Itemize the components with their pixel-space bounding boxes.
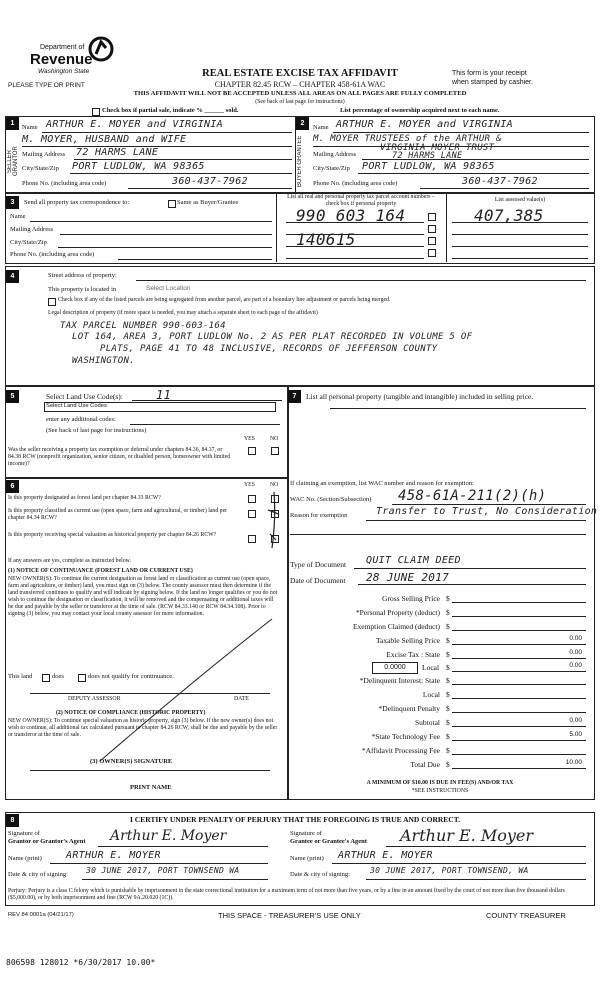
legal-line-1[interactable]: TAX PARCEL NUMBER 990-603-164 bbox=[60, 321, 226, 331]
exemption-claimed-label: Exemption Claimed (deduct) bbox=[352, 622, 440, 631]
forest-yes-checkbox[interactable] bbox=[248, 495, 256, 503]
land-use-see-back: (See back of last page for instructions) bbox=[46, 427, 147, 434]
seller-phone-field[interactable]: 360-437-7962 bbox=[172, 176, 248, 187]
does-checkbox[interactable] bbox=[42, 674, 50, 682]
location-select[interactable]: Select Location bbox=[146, 285, 191, 292]
buyer-phone-field[interactable]: 360-437-7962 bbox=[462, 176, 538, 187]
exemption-yes-checkbox[interactable] bbox=[248, 447, 256, 455]
q-no-header: NO bbox=[270, 436, 279, 442]
wac-label: WAC No. (Section/Subsection) bbox=[290, 496, 372, 503]
does-not-label: does not qualify for continuance. bbox=[88, 673, 174, 680]
grantee-date-label: Date & city of signing: bbox=[290, 871, 350, 878]
dept-line3: Washington State bbox=[38, 68, 90, 75]
local-label: Local bbox=[422, 663, 440, 672]
doc-type-field[interactable]: QUIT CLAIM DEED bbox=[366, 555, 461, 566]
cashier-stamp: 806598 128012 *6/30/2017 10.00* bbox=[6, 958, 156, 967]
parcel2-personal-checkbox[interactable] bbox=[428, 225, 436, 233]
local2-label: Local bbox=[422, 690, 440, 699]
partial-sale-label: Check box if partial sale, indicate % ______ sold. bbox=[102, 107, 239, 114]
seller-name-field[interactable]: ARTHUR E. MOYER and VIRGINIA bbox=[46, 119, 223, 130]
excise-state-value[interactable]: 0.00 bbox=[569, 649, 582, 656]
seller-phone-label: Phone No. (including area code) bbox=[22, 180, 107, 187]
buyer-side-label: BUYER GRANTEE bbox=[297, 135, 303, 187]
same-as-buyer-label: Same as Buyer/Grantee bbox=[177, 199, 239, 206]
dept-line2: Revenue bbox=[30, 51, 93, 68]
this-land-label: This land bbox=[8, 673, 33, 680]
form-warning: THIS AFFIDAVIT WILL NOT BE ACCEPTED UNLESS ALL AREAS ON ALL PAGES ARE FULLY COMPLETED bbox=[133, 90, 467, 97]
excise-state-dollar: $ bbox=[446, 650, 450, 659]
buyer-name-field-3[interactable]: VIRGINIA MOYER TRUST bbox=[380, 143, 495, 153]
buyer-city-label: City/State/Zip bbox=[313, 165, 350, 172]
grantor-name-field[interactable]: ARTHUR E. MOYER bbox=[66, 850, 161, 861]
legal-label: Legal description of property (if more space is needed, you may attach a separate sheet to each page of the affidavit) bbox=[48, 310, 318, 316]
section-7-number: 7 bbox=[288, 390, 301, 403]
grantor-name-label: Name (print) bbox=[8, 855, 42, 862]
owner-signature-field[interactable] bbox=[30, 770, 270, 771]
taxable-label: Taxable Selling Price bbox=[375, 636, 440, 645]
seller-name-label: Name bbox=[22, 124, 38, 131]
minimum-due-note: A MINIMUM OF $10.00 IS DUE IN FEE(S) AND/OR TAX bbox=[366, 780, 514, 786]
strike-through-mark-icon bbox=[80, 615, 280, 765]
total-value[interactable]: 10.00 bbox=[565, 759, 582, 766]
land-use-value[interactable]: 11 bbox=[156, 388, 172, 402]
corr-phone-field[interactable] bbox=[118, 259, 272, 260]
grantor-date-label: Date & city of signing: bbox=[8, 871, 68, 878]
section-4-number: 4 bbox=[6, 270, 19, 283]
exemption-no-checkbox[interactable] bbox=[271, 447, 279, 455]
exemption-claimed-field[interactable] bbox=[452, 630, 586, 631]
grantee-name-field[interactable]: ARTHUR E. MOYER bbox=[338, 850, 433, 861]
corr-phone-label: Phone No. (including area code) bbox=[10, 251, 95, 258]
seller-city-field[interactable]: PORT LUDLOW, WA 98365 bbox=[72, 161, 205, 172]
exemption-claimed-dollar: $ bbox=[446, 622, 450, 631]
parcel3-personal-checkbox[interactable] bbox=[428, 237, 436, 245]
notice1-title: (1) NOTICE OF CONTINUANCE (FOREST LAND OR CURRENT USE) bbox=[8, 568, 193, 574]
parcels-header: List all real and personal property tax parcel account numbers – check box if personal property bbox=[287, 194, 435, 207]
taxable-value[interactable]: 0.00 bbox=[569, 635, 582, 642]
section-8-number: 8 bbox=[6, 814, 19, 827]
grantee-date-field[interactable]: 30 JUNE 2017, PORT TOWNSEND, WA bbox=[370, 866, 529, 875]
local-rate-field[interactable]: 0.0000 bbox=[372, 662, 418, 674]
section-6-number: 6 bbox=[6, 480, 19, 493]
reason-extra-line[interactable] bbox=[290, 534, 586, 535]
delinquent-pen-label: *Delinquent Penalty bbox=[378, 704, 440, 713]
print-note: PLEASE TYPE OR PRINT bbox=[8, 82, 85, 89]
notice2-title: (2) NOTICE OF COMPLIANCE (HISTORIC PROPERTY) bbox=[56, 710, 206, 716]
segregated-label: Check box if any of the listed parcels are being segregated from another parcel, are part of a boundary line adjustment or parcels being merged. bbox=[58, 297, 391, 303]
land-use-label: Select Land Use Code(s): bbox=[46, 392, 123, 401]
deputy-assessor-label: DEPUTY ASSESSOR bbox=[68, 696, 121, 702]
revenue-logo bbox=[28, 36, 118, 76]
s6-yes-header: YES bbox=[244, 482, 255, 488]
gross-field[interactable] bbox=[452, 602, 586, 603]
subtotal-value[interactable]: 0.00 bbox=[569, 717, 582, 724]
notice2-text: NEW OWNER(S): To continue special valuation as historic property, sign (3) below. If the new owner(s) does not wish to continue, all additional tax calculated pursuant to chapter 84.26 RCW, shall be due and payable by the seller or transferor at the time of sale. bbox=[8, 718, 278, 738]
buyer-name-field-2[interactable]: M. MOYER TRUSTEES of the ARTHUR & bbox=[313, 134, 502, 144]
corr-city-label: City/State/Zip bbox=[10, 239, 47, 246]
see-instructions-note: *SEE INSTRUCTIONS bbox=[411, 788, 469, 794]
deputy-date-label: DATE bbox=[234, 696, 249, 702]
forest-question: Is this property designated as forest land per chapter 84.33 RCW? bbox=[8, 495, 161, 501]
historic-yes-checkbox[interactable] bbox=[248, 535, 256, 543]
buyer-name-field[interactable]: ARTHUR E. MOYER and VIRGINIA bbox=[336, 119, 513, 130]
doc-type-label: Type of Document bbox=[290, 560, 347, 569]
reason-label: Reason for exemption bbox=[290, 512, 348, 519]
current-use-question: Is this property classified as current use (open space, farm and agricultural, or timber) land per chapter 84.34 RCW? bbox=[8, 508, 228, 521]
assessed-header: List assessed value(s) bbox=[494, 197, 546, 203]
additional-codes-label: enter any additional codes: bbox=[46, 416, 116, 423]
additional-codes-field[interactable] bbox=[130, 424, 280, 425]
any-yes-note: If any answers are yes, complete as instructed below. bbox=[8, 558, 131, 564]
tech-fee-dollar: $ bbox=[446, 732, 450, 741]
s6-no-header: NO bbox=[270, 482, 279, 488]
local-dollar: $ bbox=[446, 663, 450, 672]
rev-form-number: REV 84 0001a (04/21/17) bbox=[8, 912, 74, 918]
delinquent-pen-field[interactable] bbox=[452, 712, 586, 713]
taxable-dollar: $ bbox=[446, 636, 450, 645]
q-yes-header: YES bbox=[244, 436, 255, 442]
buyer-address-field[interactable]: 72 HARMS LANE bbox=[392, 151, 463, 161]
ownership-note: List percentage of ownership acquired next to each name. bbox=[340, 107, 500, 114]
affidavit-fee-dollar: $ bbox=[446, 746, 450, 755]
legal-line-4[interactable]: WASHINGTON. bbox=[72, 356, 135, 366]
grantor-date-field[interactable]: 30 JUNE 2017, PORT TOWNSEND WA bbox=[86, 866, 240, 875]
segregated-checkbox[interactable] bbox=[48, 298, 56, 306]
wac-field[interactable]: 458-61A-211(2)(h) bbox=[398, 488, 547, 504]
grantor-sig-label-1: Signature of bbox=[8, 830, 40, 837]
parcel1-field[interactable]: 990 603 164 bbox=[296, 206, 406, 225]
doc-date-field[interactable]: 28 JUNE 2017 bbox=[366, 571, 450, 584]
subtotal-dollar: $ bbox=[446, 718, 450, 727]
exemption-question: Was the seller receiving a property tax exemption or deferral under chapters 84.36, 84.37, or 84.38 RCW (nonprofit organization, senior citizen, or disabled person, homeowner with limited income)? bbox=[8, 447, 231, 467]
parcel2-field[interactable]: 140615 bbox=[296, 230, 356, 249]
delinquent-int-field[interactable] bbox=[452, 684, 586, 685]
seller-name-field-2[interactable]: M. MOYER, HUSBAND and WIFE bbox=[22, 134, 187, 145]
corr-name-field[interactable] bbox=[30, 221, 272, 222]
notice1-text: NEW OWNER(S): To continue the current designation as forest land or classification as current use (open space, farm and agriculture, or timber) land, you must sign on (3) below. The county assessor must then determine if the land transferred continues to qualify and will indicate by signing below. If the land no longer qualifies or you do not wish to continue the designation or classification, it will be removed and the compensating or additional taxes will be due and payable by the seller or transferor at the time of sale. (RCW 84.33.140 or RCW 84.34.108). Prior to signing (3) below, you may contact your local county assessor for more information. bbox=[8, 576, 278, 617]
total-dollar: $ bbox=[446, 760, 450, 769]
receipt-line2: when stamped by cashier. bbox=[452, 79, 533, 86]
personal-label: *Personal Property (deduct) bbox=[355, 608, 440, 617]
buyer-name-label: Name bbox=[313, 124, 329, 131]
dept-line1: Department of bbox=[40, 44, 85, 51]
seller-side-label: SELLER GRANTOR bbox=[7, 146, 19, 176]
reason-field[interactable]: Transfer to Trust, No Consideration bbox=[376, 506, 598, 517]
corr-name-label: Name bbox=[10, 213, 26, 220]
owner-signature-label: (3) OWNER(S) SIGNATURE bbox=[90, 758, 173, 765]
section-1-number: 1 bbox=[6, 117, 19, 130]
correspondence-label: Send all property tax correspondence to: bbox=[24, 199, 130, 206]
treasurer-space-label: THIS SPACE - TREASURER'S USE ONLY bbox=[218, 911, 361, 920]
county-treasurer-label: COUNTY TREASURER bbox=[486, 911, 566, 920]
grantor-signature[interactable]: Arthur E. Moyer bbox=[110, 828, 227, 844]
perjury-note: Perjury: Perjury is a class C felony which is punishable by imprisonment in the state correctional institution for a maximum term of not more than five years, or by a fine in an amount fixed by the court of not more than five thousand dollars ($5,000.00), or by both imprisonment and fine (RCW 9A.20.020 (1C)). bbox=[8, 888, 565, 901]
corr-city-field[interactable] bbox=[58, 247, 272, 248]
location-label: This property is located in bbox=[48, 286, 117, 293]
section-3-number: 3 bbox=[6, 196, 19, 209]
personal-property-label: List all personal property (tangible and intangible) included in selling price. bbox=[306, 392, 534, 401]
local2-field[interactable] bbox=[452, 698, 586, 699]
assessed1-field[interactable]: 407,385 bbox=[474, 206, 544, 225]
delinquent-int-label: *Delinquent Interest: State bbox=[359, 676, 440, 685]
partial-sale-checkbox[interactable] bbox=[92, 108, 100, 116]
seller-city-label: City/State/Zip bbox=[22, 165, 59, 172]
doc-date-label: Date of Document bbox=[290, 576, 346, 585]
gross-dollar: $ bbox=[446, 594, 450, 603]
personal-field[interactable] bbox=[452, 616, 586, 617]
buyer-phone-label: Phone No. (including area code) bbox=[313, 180, 398, 187]
affidavit-fee-label: *Affidavit Processing Fee bbox=[361, 746, 440, 755]
claim-exemption-label: If claiming an exemption, list WAC number and reason for exemption: bbox=[290, 480, 474, 487]
street-field[interactable] bbox=[136, 280, 586, 281]
local2-dollar: $ bbox=[446, 690, 450, 699]
gross-label: Gross Selling Price bbox=[382, 594, 440, 603]
personal-property-field[interactable] bbox=[330, 408, 586, 409]
historic-question: Is this property receiving special valuation as historical property per chapter 84.26 RCW? bbox=[8, 532, 217, 538]
parcel4-personal-checkbox[interactable] bbox=[428, 249, 436, 257]
grantee-signature[interactable]: Arthur E. Moyer bbox=[400, 826, 533, 845]
section-5-number: 5 bbox=[6, 390, 19, 403]
current-use-yes-checkbox[interactable] bbox=[248, 510, 256, 518]
see-instructions: (See back of last page for instructions) bbox=[255, 99, 345, 105]
form-chapter: CHAPTER 82.45 RCW – CHAPTER 458-61A WAC bbox=[214, 80, 386, 89]
grantee-name-label: Name (print) bbox=[290, 855, 324, 862]
legal-line-2[interactable]: LOT 164, AREA 3, PORT LUDLOW No. 2 AS PER PLAT RECORDED IN VOLUME 5 OF bbox=[72, 332, 473, 342]
corr-address-field[interactable] bbox=[60, 234, 272, 235]
tech-fee-value[interactable]: 5.00 bbox=[569, 731, 582, 738]
delinquent-pen-dollar: $ bbox=[446, 704, 450, 713]
form-title: REAL ESTATE EXCISE TAX AFFIDAVIT bbox=[202, 68, 398, 79]
personal-dollar: $ bbox=[446, 608, 450, 617]
seller-address-field[interactable]: 72 HARMS LANE bbox=[76, 147, 159, 158]
tech-fee-label: *State Technology Fee bbox=[371, 732, 440, 741]
certify-text: I CERTIFY UNDER PENALTY OF PERJURY THAT THE FOREGOING IS TRUE AND CORRECT. bbox=[130, 815, 461, 824]
affidavit-fee-field[interactable] bbox=[452, 754, 586, 755]
corr-address-label: Mailing Address bbox=[10, 226, 54, 233]
buyer-address-label: Mailing Address bbox=[313, 151, 357, 158]
section-2-number: 2 bbox=[296, 117, 309, 130]
no-answer-mark-icon bbox=[262, 490, 282, 552]
grantee-sig-label-2: Grantee or Grantee's Agent bbox=[290, 838, 367, 845]
parcel1-personal-checkbox[interactable] bbox=[428, 213, 436, 221]
grantor-sig-label-2: Grantor or Grantor's Agent bbox=[8, 838, 86, 845]
buyer-city-field[interactable]: PORT LUDLOW, WA 98365 bbox=[362, 161, 495, 172]
excise-state-label: Excise Tax : State bbox=[386, 650, 440, 659]
seller-address-label: Mailing Address bbox=[22, 151, 66, 158]
street-label: Street address of property: bbox=[48, 272, 117, 279]
delinquent-int-dollar: $ bbox=[446, 676, 450, 685]
print-name-label: PRINT NAME bbox=[130, 784, 172, 791]
receipt-line1: This form is your receipt bbox=[452, 70, 527, 77]
total-label: Total Due bbox=[410, 760, 440, 769]
land-use-select-label: Select Land Use Codes bbox=[46, 403, 107, 409]
same-as-buyer-checkbox[interactable] bbox=[168, 200, 176, 208]
grantee-sig-label-1: Signature of bbox=[290, 830, 322, 837]
subtotal-label: Subtotal bbox=[414, 718, 440, 727]
does-label: does bbox=[52, 673, 64, 680]
local-value[interactable]: 0.00 bbox=[569, 662, 582, 669]
legal-line-3[interactable]: PLATS, PAGE 41 TO 48 INCLUSIVE, RECORDS OF JEFFERSON COUNTY bbox=[100, 344, 438, 354]
